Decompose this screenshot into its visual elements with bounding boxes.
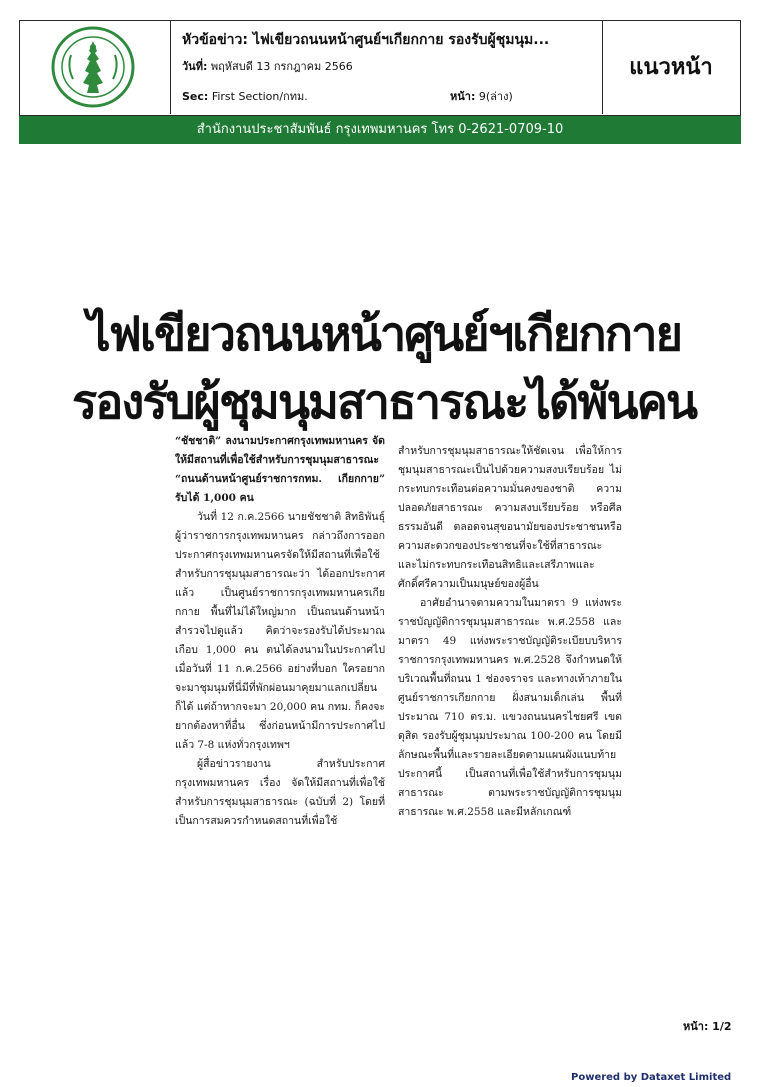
headline-value: ไฟเขียวถนนหน้าศูนย์ฯเกียกกาย รองรับผู้ชุมนุม... <box>252 32 550 48</box>
page-ref <box>450 87 513 105</box>
article-paragraph: สำหรับการชุมนุมสาธารณะให้ชัดเจน เพื่อให้การชุมนุมสาธารณะเป็นไปด้วยความสงบเรียบร้อย ไม่กระทบกระเทือนต่อความมั่นคงของชาติ ความปลอดภัยสาธารณะ ความสงบเรียบร้อย หรือศีลธรรมอันดี ตลอดจนสุขอนามัยของประชาชนหรือความสะดวกของประชาชนที่จะใช้ที่สาธารณะ และไม่กระทบกระเทือนสิทธิและเสรีภาพและศักดิ์ศรีความเป็นมนุษย์ของผู้อื่น <box>398 445 622 590</box>
headline-row <box>182 29 549 51</box>
article-title-line1: ไฟเขียวถนนหน้าศูนย์ฯเกียกกาย <box>86 307 682 362</box>
article-title-line2: รองรับผู้ชุมนุมสาธารณะได้พันคน <box>71 375 697 430</box>
article-paragraph: วันที่ 12 ก.ค.2566 นายชัชชาติ สิทธิพันธุ์ ผู้ว่าราชการกรุงเทพมหานคร กล่าวถึงการออกประกาศกรุงเทพมหานครจัดให้มีสถานที่เพื่อใช้สำหรับการชุมนุมสาธารณะว่า ได้ออกประกาศแล้ว เป็นศูนย์ราชการกรุงเทพมหานครเกียกกาย พื้นที่ไม่ได้ใหญ่มาก เป็นถนนด้านหน้า สำรวจไปดูแล้ว คิดว่าจะรองรับได้ประมาณเกือบ 1,000 คน ตนได้ลงนามในประกาศไปเมื่อวันที่ 11 ก.ค.2566 อย่างที่บอก ใครอยากจะมาชุมนุมที่นี่มีที่พักผ่อนมาคุยมาแลกเปลี่ยนก็ได้ แต่ถ้าหากจะมา 20,000 คน กทม. ก็คงจะยากต้องหาที่อื่น ซึ่งก่อนหน้ามีการประกาศไปแล้ว 7-8 แห่งทั่วกรุงเทพฯ <box>175 511 385 751</box>
sec-row <box>182 87 308 105</box>
article-lead: “ชัชชาติ” ลงนามประกาศกรุงเทพมหานคร จัดให้มีสถานที่เพื่อใช้สำหรับการชุมนุมสาธารณะ “ถนนด้านหน้าศูนย์ราชการกทม. เกียกกาย” รับได้ 1,000 คน <box>175 435 385 504</box>
page-label: หน้า: <box>450 90 476 103</box>
page-value: 9(ล่าง) <box>478 90 513 103</box>
article-paragraph: ผู้สื่อข่าวรายงาน สำหรับประกาศกรุงเทพมหานคร เรื่อง จัดให้มีสถานที่เพื่อใช้สำหรับการชุมนุมสาธารณะ (ฉบับที่ 2) โดยที่เป็นการสมควรกำหนดสถานที่เพื่อใช้ <box>175 758 385 827</box>
sec-value: First Section/กทม. <box>211 90 308 103</box>
logo-cell <box>20 21 171 114</box>
clipping-header <box>19 20 741 116</box>
contact-banner: สำนักงานประชาสัมพันธ์ กรุงเทพมหานคร โทร 0-2621-0709-10 <box>19 116 741 144</box>
info-cell <box>170 21 603 114</box>
section-cell <box>602 21 740 114</box>
page-indicator: หน้า: 1/2 <box>683 1020 732 1033</box>
article-column-2 <box>398 442 622 822</box>
section-name: แนวหน้า <box>629 55 713 80</box>
date-label: วันที่: <box>182 60 208 73</box>
article-paragraph: อาศัยอำนาจตามความในมาตรา 9 แห่งพระราชบัญญัติการชุมนุมสาธารณะ พ.ศ.2558 และมาตรา 49 แห่งพระราชบัญญัติระเบียบบริหารราชการกรุงเทพมหานคร พ.ศ.2528 จึงกำหนดให้บริเวณพื้นที่ถนน 1 ช่องจราจร และทางเท้าภายในศูนย์ราชการเกียกกาย ฝั่งสนามเด็กเล่น พื้นที่ประมาณ 710 ตร.ม. แขวงถนนนครไชยศรี เขตดุสิต รองรับผู้ชุมนุมประมาณ 100-200 คน โดยมีลักษณะพื้นที่และรายละเอียดตามแผนผังแนบท้ายประกาศนี้ เป็นสถานที่เพื่อใช้สำหรับการชุมนุมสาธารณะ ตามพระราชบัญญัติการชุมนุมสาธารณะ พ.ศ.2558 และมีหลักเกณฑ์ <box>398 597 622 818</box>
powered-by: Powered by Dataxet Limited <box>571 1072 732 1083</box>
article-column-1 <box>175 432 385 831</box>
date-row <box>182 57 353 75</box>
bangkok-seal-icon <box>49 25 137 109</box>
headline-label: หัวข้อข่าว: <box>182 32 248 48</box>
date-value: พฤหัสบดี 13 กรกฎาคม 2566 <box>210 60 353 73</box>
sec-label: Sec: <box>182 90 209 103</box>
